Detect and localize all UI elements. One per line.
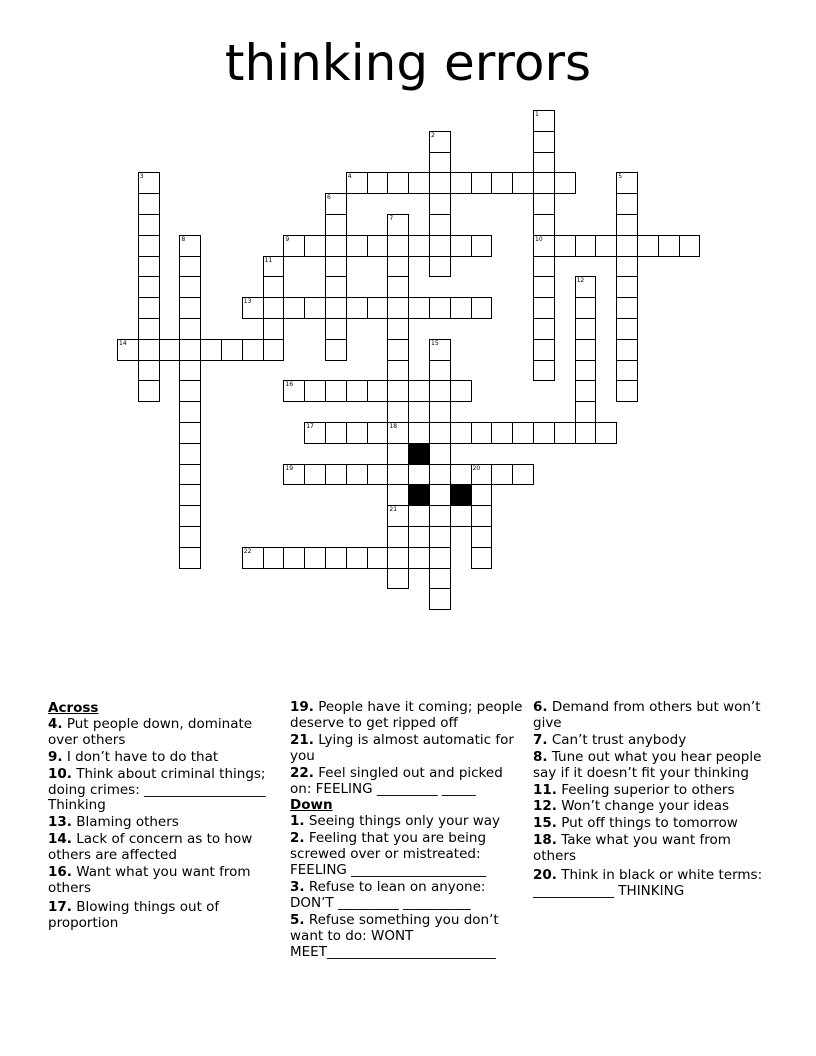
grid-cell[interactable]	[367, 172, 389, 194]
grid-cell[interactable]	[429, 131, 451, 153]
grid-cell[interactable]	[491, 464, 513, 486]
grid-cell[interactable]	[325, 318, 347, 340]
grid-cell[interactable]	[179, 401, 201, 423]
grid-cell[interactable]	[346, 297, 368, 319]
grid-cell[interactable]	[138, 256, 160, 278]
clue-down-3: 3. Refuse to lean on anyone: DON’T _________ __________	[290, 878, 486, 911]
grid-cell[interactable]	[575, 297, 597, 319]
grid-cell[interactable]	[325, 193, 347, 215]
clue-number: 10	[535, 235, 543, 243]
clue-number: 13	[243, 298, 252, 306]
clue-number: 21	[389, 506, 398, 514]
grid-cell[interactable]	[429, 401, 451, 423]
grid-cell[interactable]	[533, 318, 555, 340]
grid-cell[interactable]	[367, 464, 389, 486]
clue-number: 9	[285, 235, 290, 243]
grid-cell[interactable]	[450, 422, 472, 444]
grid-cell[interactable]	[471, 297, 493, 319]
grid-cell[interactable]	[575, 339, 597, 361]
clue-number: 1	[535, 111, 539, 118]
grid-cell[interactable]	[138, 318, 160, 340]
grid-cell[interactable]	[679, 235, 701, 257]
clue-number: 7	[389, 215, 394, 222]
grid-cell[interactable]	[179, 380, 201, 402]
clue-across-9: 9. I don’t have to do that	[48, 748, 219, 765]
grid-cell[interactable]	[429, 235, 451, 257]
grid-cell[interactable]	[325, 256, 347, 278]
grid-cell[interactable]	[471, 235, 493, 257]
puzzle-title: thinking errors	[224, 34, 592, 92]
grid-cell[interactable]	[512, 172, 534, 194]
grid-cell[interactable]	[533, 131, 555, 153]
grid-cell[interactable]	[616, 193, 638, 215]
grid-cell[interactable]	[387, 339, 409, 361]
grid-cell[interactable]	[533, 360, 555, 382]
grid-cell[interactable]	[263, 297, 285, 319]
grid-cell[interactable]	[533, 193, 555, 215]
grid-cell[interactable]	[554, 235, 576, 257]
grid-cell[interactable]	[387, 276, 409, 298]
grid-cell[interactable]	[387, 256, 409, 278]
grid-cell[interactable]	[554, 172, 576, 194]
grid-cell[interactable]	[200, 339, 222, 361]
clue-number: 2	[431, 131, 435, 139]
grid-cell[interactable]	[387, 360, 409, 382]
grid-cell[interactable]	[304, 297, 326, 319]
grid-cell[interactable]	[429, 464, 451, 486]
clue-down-8: 8. Tune out what you hear people say if it doesn’t fit your thinking	[533, 748, 762, 781]
grid-cell[interactable]	[575, 401, 597, 423]
grid-cell[interactable]	[346, 380, 368, 402]
grid-cell[interactable]	[471, 547, 493, 569]
grid-cell[interactable]	[387, 464, 409, 486]
grid-cell[interactable]	[408, 172, 430, 194]
grid-cell[interactable]	[179, 526, 201, 548]
grid-cell[interactable]	[408, 235, 430, 257]
clue-down-12: 12. Won’t change your ideas	[533, 798, 730, 815]
clue-across-19: 19. People have it coming; people deserve to get ripped off	[290, 699, 523, 731]
grid-cell[interactable]	[179, 422, 201, 444]
clue-number: 20	[472, 464, 481, 472]
grid-cell[interactable]	[637, 235, 659, 257]
grid-cell[interactable]	[346, 464, 368, 486]
grid-cell[interactable]	[387, 401, 409, 423]
grid-cell[interactable]	[325, 380, 347, 402]
clue-down-20: 20. Think in black or white terms: ____________ THINKING	[533, 867, 763, 899]
grid-cell[interactable]	[450, 235, 472, 257]
clue-number: 11	[264, 256, 273, 264]
grid-cell[interactable]	[575, 380, 597, 402]
clues-column-3	[533, 700, 773, 901]
grid-cell[interactable]	[242, 547, 264, 569]
grid-cell[interactable]	[367, 547, 389, 569]
grid-cell[interactable]	[408, 505, 430, 527]
grid-cell[interactable]	[221, 339, 243, 361]
clue-across-4: 4. Put people down, dominate over others	[48, 715, 253, 748]
grid-cell[interactable]	[242, 297, 264, 319]
grid-cell[interactable]	[429, 588, 451, 610]
grid-cell[interactable]	[429, 505, 451, 527]
clue-number: 3	[139, 173, 144, 181]
clue-number: 16	[285, 381, 294, 389]
grid-cell[interactable]	[575, 235, 597, 257]
grid-cell[interactable]	[304, 464, 326, 486]
grid-cell[interactable]	[325, 422, 347, 444]
clue-number: 5	[618, 173, 623, 181]
clue-down-2: 2. Feeling that you are being screwed over or mistreated: FEELING ____________________	[290, 830, 487, 879]
grid-cell[interactable]	[429, 214, 451, 236]
clue-number: 6	[327, 194, 331, 202]
grid-cell[interactable]	[387, 235, 409, 257]
grid-cell[interactable]	[533, 339, 555, 361]
grid-cell[interactable]	[283, 380, 305, 402]
grid-cell[interactable]	[138, 297, 160, 319]
grid-cell[interactable]	[533, 214, 555, 236]
grid-cell[interactable]	[616, 235, 638, 257]
clues-column-1	[48, 700, 278, 933]
grid-cell[interactable]	[616, 380, 638, 402]
grid-cell[interactable]	[263, 547, 285, 569]
grid-cell[interactable]	[179, 318, 201, 340]
black-square	[408, 443, 430, 465]
grid-cell[interactable]	[429, 360, 451, 382]
grid-cell[interactable]	[616, 256, 638, 278]
grid-cell[interactable]	[346, 172, 368, 194]
grid-cell[interactable]	[325, 339, 347, 361]
grid-cell[interactable]	[408, 297, 430, 319]
grid-cell[interactable]	[408, 547, 430, 569]
clue-across-10: 10. Think about criminal things; doing crimes: __________________ Thinking	[48, 765, 266, 814]
grid-cell[interactable]	[387, 443, 409, 465]
grid-cell[interactable]	[533, 256, 555, 278]
grid-cell[interactable]	[658, 235, 680, 257]
grid-cell[interactable]	[387, 172, 409, 194]
grid-cell[interactable]	[533, 172, 555, 194]
clue-number: 17	[306, 423, 314, 430]
grid-cell[interactable]	[429, 339, 451, 361]
grid-cell[interactable]	[387, 568, 409, 590]
grid-cell[interactable]	[471, 172, 493, 194]
grid-cell[interactable]	[304, 235, 326, 257]
clue-down-1: 1. Seeing things only your way	[290, 813, 501, 830]
clue-number: 22	[243, 547, 252, 555]
clue-number: 8	[181, 235, 186, 243]
clue-number: 18	[389, 423, 398, 430]
grid-cell[interactable]	[575, 318, 597, 340]
grid-cell[interactable]	[367, 297, 389, 319]
grid-cell[interactable]	[450, 505, 472, 527]
grid-cell[interactable]	[471, 464, 493, 486]
across-header: Across	[48, 700, 99, 716]
grid-cell[interactable]	[387, 380, 409, 402]
grid-cell[interactable]	[387, 214, 409, 236]
clue-number: 15	[431, 339, 439, 347]
grid-cell[interactable]	[533, 276, 555, 298]
black-square	[408, 484, 430, 506]
grid-cell[interactable]	[616, 276, 638, 298]
grid-cell[interactable]	[138, 214, 160, 236]
grid-cell[interactable]	[179, 256, 201, 278]
grid-cell[interactable]	[429, 568, 451, 590]
grid-cell[interactable]	[179, 339, 201, 361]
clue-down-5: 5. Refuse something you don’t want to do: WONT MEET_________________________	[290, 911, 499, 960]
clue-across-21: 21. Lying is almost automatic for you	[290, 731, 514, 764]
grid-cell[interactable]	[138, 235, 160, 257]
clue-across-14: 14. Lack of concern as to how others are affected	[48, 831, 253, 864]
grid-cell[interactable]	[595, 422, 617, 444]
grid-cell[interactable]	[616, 297, 638, 319]
grid-cell[interactable]	[346, 547, 368, 569]
grid-cell[interactable]	[263, 256, 285, 278]
clue-across-17: 17. Blowing things out of proportion	[48, 898, 220, 931]
grid-cell[interactable]	[387, 505, 409, 527]
grid-cell[interactable]	[575, 360, 597, 382]
grid-cell[interactable]	[450, 172, 472, 194]
grid-cell[interactable]	[491, 422, 513, 444]
grid-cell[interactable]	[346, 422, 368, 444]
grid-cell[interactable]	[575, 276, 597, 298]
clue-down-18: 18. Take what you want from others	[533, 832, 731, 865]
grid-cell[interactable]	[138, 380, 160, 402]
grid-cell[interactable]	[429, 443, 451, 465]
grid-cell[interactable]	[408, 422, 430, 444]
grid-cell[interactable]	[616, 172, 638, 194]
grid-cell[interactable]	[138, 172, 160, 194]
grid-cell[interactable]	[429, 484, 451, 506]
grid-cell[interactable]	[283, 547, 305, 569]
grid-cell[interactable]	[263, 276, 285, 298]
grid-cell[interactable]	[304, 422, 326, 444]
grid-cell[interactable]	[346, 235, 368, 257]
grid-cell[interactable]	[179, 505, 201, 527]
grid-cell[interactable]	[283, 235, 305, 257]
grid-cell[interactable]	[263, 339, 285, 361]
grid-cell[interactable]	[138, 339, 160, 361]
grid-cell[interactable]	[408, 464, 430, 486]
grid-cell[interactable]	[387, 297, 409, 319]
grid-cell[interactable]	[325, 235, 347, 257]
grid-cell[interactable]	[616, 339, 638, 361]
clue-down-11: 11. Feeling superior to others	[533, 781, 735, 798]
grid-cell[interactable]	[533, 297, 555, 319]
grid-cell[interactable]	[554, 422, 576, 444]
grid-cell[interactable]	[283, 297, 305, 319]
down-header: Down	[290, 797, 333, 814]
grid-cell[interactable]	[242, 339, 264, 361]
grid-cell[interactable]	[263, 318, 285, 340]
grid-cell[interactable]	[325, 547, 347, 569]
grid-cell[interactable]	[283, 464, 305, 486]
grid-cell[interactable]	[179, 297, 201, 319]
grid-cell[interactable]	[325, 214, 347, 236]
clue-across-13: 13. Blaming others	[48, 814, 179, 831]
grid-cell[interactable]	[325, 464, 347, 486]
clue-across-16: 16. Want what you want from others	[48, 864, 251, 896]
grid-cell[interactable]	[179, 276, 201, 298]
grid-cell[interactable]	[325, 297, 347, 319]
grid-cell[interactable]	[429, 422, 451, 444]
grid-cell[interactable]	[387, 318, 409, 340]
grid-cell[interactable]	[450, 380, 472, 402]
clue-down-6: 6. Demand from others but won’t give	[533, 699, 761, 731]
grid-cell[interactable]	[429, 526, 451, 548]
clues-column-2	[290, 700, 525, 962]
grid-cell[interactable]	[179, 235, 201, 257]
grid-cell[interactable]	[616, 214, 638, 236]
clue-number: 12	[576, 277, 585, 285]
grid-cell[interactable]	[367, 235, 389, 257]
grid-cell[interactable]	[450, 297, 472, 319]
clue-number: 14	[119, 339, 127, 347]
grid-cell[interactable]	[471, 484, 493, 506]
grid-cell[interactable]	[471, 422, 493, 444]
grid-cell[interactable]	[533, 422, 555, 444]
grid-cell[interactable]	[471, 526, 493, 548]
clue-down-7: 7. Can’t trust anybody	[533, 731, 687, 748]
grid-cell[interactable]	[367, 422, 389, 444]
grid-cell[interactable]	[533, 235, 555, 257]
grid-cell[interactable]	[429, 172, 451, 194]
grid-cell[interactable]	[138, 276, 160, 298]
grid-cell[interactable]	[512, 422, 534, 444]
grid-cell[interactable]	[179, 464, 201, 486]
grid-cell[interactable]	[595, 235, 617, 257]
grid-cell[interactable]	[367, 380, 389, 402]
grid-cell[interactable]	[159, 339, 181, 361]
grid-cell[interactable]	[429, 297, 451, 319]
clue-across-22: 22. Feel singled out and picked on: FEELING _________ _____	[290, 764, 503, 797]
grid-cell[interactable]	[387, 526, 409, 548]
grid-cell[interactable]	[491, 172, 513, 194]
grid-cell[interactable]	[387, 484, 409, 506]
grid-cell[interactable]	[325, 276, 347, 298]
grid-cell[interactable]	[512, 464, 534, 486]
grid-cell[interactable]	[179, 484, 201, 506]
grid-cell[interactable]	[117, 339, 139, 361]
grid-cell[interactable]	[429, 152, 451, 174]
grid-cell[interactable]	[429, 193, 451, 215]
grid-cell[interactable]	[533, 152, 555, 174]
grid-cell[interactable]	[304, 547, 326, 569]
grid-cell[interactable]	[138, 360, 160, 382]
grid-cell[interactable]	[387, 547, 409, 569]
grid-cell[interactable]	[533, 110, 555, 132]
clue-number: 19	[285, 464, 294, 472]
grid-cell[interactable]	[179, 443, 201, 465]
grid-cell[interactable]	[179, 547, 201, 569]
grid-cell[interactable]	[179, 360, 201, 382]
grid-cell[interactable]	[450, 464, 472, 486]
black-square	[450, 484, 472, 506]
grid-cell[interactable]	[616, 318, 638, 340]
grid-cell[interactable]	[429, 547, 451, 569]
grid-cell[interactable]	[471, 505, 493, 527]
grid-cell[interactable]	[429, 256, 451, 278]
grid-cell[interactable]	[304, 380, 326, 402]
clue-down-15: 15. Put off things to tomorrow	[533, 815, 738, 832]
grid-cell[interactable]	[138, 193, 160, 215]
grid-cell[interactable]	[429, 380, 451, 402]
clue-number: 4	[347, 173, 352, 181]
grid-cell[interactable]	[408, 380, 430, 402]
grid-cell[interactable]	[616, 360, 638, 382]
grid-cell[interactable]	[387, 422, 409, 444]
grid-cell[interactable]	[575, 422, 597, 444]
